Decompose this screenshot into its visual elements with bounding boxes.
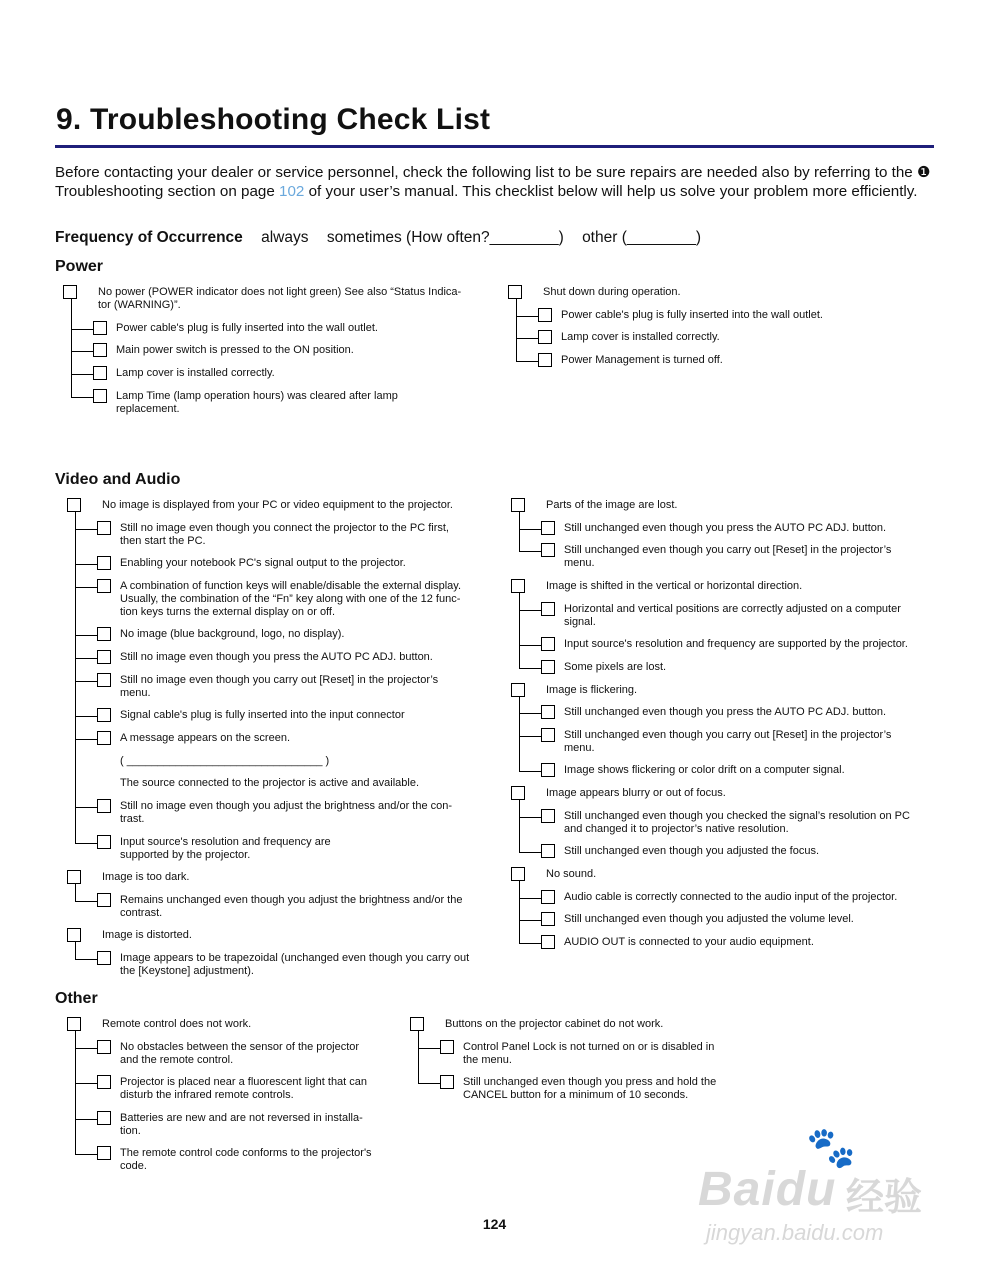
frequency-option: other (________) — [582, 229, 701, 246]
tree-trunk — [519, 593, 520, 668]
section-title-video-audio: Video and Audio — [55, 471, 181, 488]
check-item-label: Still no image even though you press the AUTO PC ADJ. button. — [120, 651, 433, 664]
tree-branch — [75, 807, 97, 808]
check-item-label: A combination of function keys will enable/disable the external display. Usually, the combination of the “Fn” key along with one of the 12 func- tion keys turns the external display on or off. — [120, 579, 461, 618]
tree-branch — [75, 1154, 97, 1155]
tree-trunk — [516, 299, 517, 361]
tree-branch — [519, 668, 541, 669]
checkbox[interactable] — [97, 708, 111, 722]
check-item-label: Input source's resolution and frequency are supported by the projector. — [120, 835, 331, 861]
checkbox[interactable] — [97, 1111, 111, 1125]
checkbox[interactable] — [67, 870, 81, 884]
check-item-label: No image (blue background, logo, no display). — [120, 628, 345, 641]
checkbox[interactable] — [97, 893, 111, 907]
tree-branch — [519, 736, 541, 737]
check-item-label: Still no image even though you adjust the brightness and/or the con- trast. — [120, 800, 453, 826]
check-item-label: Image shows flickering or color drift on a computer signal. — [564, 764, 845, 777]
title-rule — [55, 145, 934, 148]
checkbox[interactable] — [538, 330, 552, 344]
tree-branch — [75, 635, 97, 636]
checkbox[interactable] — [67, 1017, 81, 1031]
checkbox[interactable] — [97, 1040, 111, 1054]
tree-branch — [75, 843, 97, 844]
checkbox[interactable] — [97, 627, 111, 641]
checkbox[interactable] — [538, 353, 552, 367]
page-title: 9. Troubleshooting Check List — [56, 103, 491, 136]
tree-branch — [75, 681, 97, 682]
frequency-label: Frequency of Occurrence — [55, 229, 243, 246]
tree-branch — [519, 943, 541, 944]
checkbox[interactable] — [97, 799, 111, 813]
tree-trunk — [75, 512, 76, 843]
tree-branch — [519, 529, 541, 530]
check-item-label: Remains unchanged even though you adjust the brightness and/or the contrast. — [120, 893, 463, 919]
tree-branch — [75, 564, 97, 565]
checkbox[interactable] — [93, 343, 107, 357]
tree-branch — [418, 1083, 440, 1084]
checkbox[interactable] — [93, 321, 107, 335]
tree-trunk — [71, 299, 72, 397]
checkbox[interactable] — [97, 650, 111, 664]
issue-label: Image is flickering. — [546, 683, 638, 696]
tree-branch — [519, 713, 541, 714]
checkbox[interactable] — [67, 498, 81, 512]
section-title-power: Power — [55, 258, 104, 275]
checkbox[interactable] — [538, 308, 552, 322]
check-item-label: Still unchanged even though you checked the signal’s resolution on PC and changed it to projector’s native resolution. — [564, 809, 910, 835]
check-item-label: Signal cable's plug is fully inserted into the input connector — [120, 709, 405, 722]
frequency-option: sometimes (How often?________) — [326, 229, 564, 246]
tree-branch — [75, 959, 97, 960]
check-item-label: Still unchanged even though you press the AUTO PC ADJ. button. — [564, 521, 887, 534]
check-item-label: Power Management is turned off. — [561, 354, 723, 367]
check-item-label: Lamp cover is installed correctly. — [116, 366, 275, 379]
checkbox[interactable] — [508, 285, 522, 299]
tree-branch — [75, 587, 97, 588]
checkbox[interactable] — [541, 543, 555, 557]
check-item-label: Power cable's plug is fully inserted into the wall outlet. — [561, 308, 823, 321]
tree-branch — [519, 817, 541, 818]
check-item-label: Lamp cover is installed correctly. — [561, 331, 720, 344]
tree-branch — [75, 1119, 97, 1120]
checkbox[interactable] — [541, 602, 555, 616]
tree-branch — [519, 898, 541, 899]
check-item-label: Input source's resolution and frequency are supported by the projector. — [564, 638, 908, 651]
tree-branch — [519, 610, 541, 611]
issue-label: No image is displayed from your PC or video equipment to the projector. — [102, 499, 453, 511]
checkbox[interactable] — [93, 366, 107, 380]
checkbox[interactable] — [97, 731, 111, 745]
checkbox[interactable] — [97, 579, 111, 593]
issue-label: Shut down during operation. — [543, 286, 681, 298]
tree-branch — [516, 338, 538, 339]
check-item-label: Power cable's plug is fully inserted into the wall outlet. — [116, 321, 378, 334]
check-item-label: Still unchanged even though you press and hold the CANCEL button for a minimum of 10 seconds. — [463, 1076, 717, 1102]
check-item-label: Some pixels are lost. — [564, 660, 667, 673]
frequency-option: always — [261, 229, 309, 246]
checkbox[interactable] — [541, 763, 555, 777]
checkbox[interactable] — [97, 673, 111, 687]
check-item-label: Still unchanged even though you carry out [Reset] in the projector’s menu. — [564, 728, 892, 754]
page-link[interactable]: 102 — [279, 183, 305, 200]
tree-branch — [418, 1048, 440, 1049]
tree-trunk — [519, 512, 520, 551]
checkbox[interactable] — [63, 285, 77, 299]
tree-branch — [519, 920, 541, 921]
tree-trunk — [519, 800, 520, 852]
tree-branch — [75, 739, 97, 740]
tree-trunk — [75, 1031, 76, 1154]
page-number: 124 — [482, 1216, 507, 1232]
checkbox[interactable] — [541, 935, 555, 949]
checkbox[interactable] — [511, 498, 525, 512]
checkbox[interactable] — [97, 835, 111, 849]
intro-text-2: Troubleshooting section on page — [55, 183, 280, 200]
tree-branch — [519, 645, 541, 646]
tree-branch — [519, 852, 541, 853]
checkbox[interactable] — [97, 951, 111, 965]
checkbox[interactable] — [511, 683, 525, 697]
intro-text-3: of your user’s manual. This checklist below will help us solve your problem more efficiently. — [304, 183, 918, 200]
checkbox[interactable] — [541, 912, 555, 926]
tree-branch — [75, 658, 97, 659]
tree-branch — [519, 551, 541, 552]
tree-branch — [516, 316, 538, 317]
checkbox[interactable] — [97, 521, 111, 535]
tree-trunk — [519, 881, 520, 943]
tree-branch — [75, 529, 97, 530]
check-item-label: AUDIO OUT is connected to your audio equipment. — [564, 936, 814, 949]
watermark-cn: 经验 — [846, 1177, 923, 1219]
issue-label: Image is distorted. — [102, 929, 192, 942]
tree-branch — [71, 397, 93, 398]
watermark — [698, 1126, 938, 1244]
check-item-label: Still no image even though you connect the projector to the PC first, then start the PC. — [120, 521, 449, 547]
intro-text-1: Before contacting your dealer or service personnel, check the following list to be sure repairs are needed also by referring to the — [55, 164, 917, 181]
check-item-label: Image appears to be trapezoidal (unchanged even though you carry out the [Keystone] adjustment). — [120, 952, 470, 977]
tree-trunk — [75, 884, 76, 901]
checkbox[interactable] — [541, 890, 555, 904]
issue-label: No sound. — [546, 868, 597, 880]
checkbox[interactable] — [541, 809, 555, 823]
check-item-label: Audio cable is correctly connected to the audio input of the projector. — [564, 890, 898, 903]
checkbox[interactable] — [97, 1146, 111, 1160]
check-item-label: Enabling your notebook PC's signal output to the projector. — [120, 557, 406, 570]
checkbox[interactable] — [511, 579, 525, 593]
check-item-label: Still no image even though you carry out [Reset] in the projector’s menu. — [120, 673, 439, 699]
tree-branch — [75, 716, 97, 717]
check-item-label: A message appears on the screen. — [120, 732, 290, 744]
watermark-url: jingyan.baidu.com — [706, 1220, 884, 1245]
issue-label: Remote control does not work. — [102, 1018, 252, 1030]
tree-trunk — [418, 1031, 419, 1083]
check-item-label: No obstacles between the sensor of the projector and the remote control. — [120, 1040, 360, 1066]
check-item-label: Still unchanged even though you press the AUTO PC ADJ. button. — [564, 706, 887, 719]
checkbox[interactable] — [97, 556, 111, 570]
paw-icon: 🐾 — [806, 1126, 856, 1170]
checkbox[interactable] — [440, 1040, 454, 1054]
issue-label: Image appears blurry or out of focus. — [546, 787, 726, 800]
watermark-brand: Baidu — [698, 1163, 837, 1216]
tree-branch — [71, 329, 93, 330]
check-item-label: Still unchanged even though you adjusted the volume level. — [564, 913, 854, 926]
check-item-label: Projector is placed near a fluorescent light that can disturb the infrared remote controls. — [120, 1076, 368, 1102]
section-title-other: Other — [55, 990, 98, 1007]
checkbox[interactable] — [541, 705, 555, 719]
checkbox[interactable] — [440, 1075, 454, 1089]
check-item-label: Batteries are new and are not reversed in installa- tion. — [120, 1111, 363, 1137]
check-item-label: Horizontal and vertical positions are correctly adjusted on a computer signal. — [564, 602, 901, 628]
checkbox[interactable] — [67, 928, 81, 942]
checkbox[interactable] — [93, 389, 107, 403]
issue-label: Parts of the image are lost. — [546, 499, 678, 511]
checkbox[interactable] — [541, 844, 555, 858]
checkbox[interactable] — [541, 728, 555, 742]
tree-branch — [75, 1083, 97, 1084]
issue-label: No power (POWER indicator does not light green) See also “Status Indica- tor (WARNING)”. — [98, 286, 462, 311]
tree-trunk — [519, 697, 520, 772]
check-item-label: Lamp Time (lamp operation hours) was cleared after lamp replacement. — [116, 389, 398, 415]
check-item-label: Control Panel Lock is not turned on or is disabled in the menu. — [463, 1040, 715, 1066]
tree-branch — [71, 374, 93, 375]
issue-label: Buttons on the projector cabinet do not work. — [445, 1018, 664, 1030]
intro-paragraph — [55, 163, 935, 201]
frequency-row — [55, 229, 715, 247]
tree-trunk — [75, 942, 76, 959]
message-blank: ( ________________________________ ) — [120, 754, 330, 767]
message-note: The source connected to the projector is active and available. — [120, 777, 420, 790]
checkbox[interactable] — [511, 867, 525, 881]
check-item-label: Still unchanged even though you adjusted the focus. — [564, 845, 820, 858]
checkbox[interactable] — [541, 637, 555, 651]
checkbox[interactable] — [511, 786, 525, 800]
tree-branch — [519, 771, 541, 772]
tree-branch — [71, 351, 93, 352]
issue-label: Image is shifted in the vertical or horizontal direction. — [546, 579, 803, 592]
bullet-icon: ❶ — [916, 164, 931, 181]
tree-branch — [75, 1048, 97, 1049]
checkbox[interactable] — [541, 521, 555, 535]
tree-branch — [75, 901, 97, 902]
checkbox[interactable] — [410, 1017, 424, 1031]
issue-label: Image is too dark. — [102, 871, 190, 884]
check-item-label: The remote control code conforms to the projector's code. — [120, 1147, 372, 1173]
tree-branch — [516, 361, 538, 362]
checkbox[interactable] — [97, 1075, 111, 1089]
check-item-label: Main power switch is pressed to the ON position. — [116, 344, 354, 357]
check-item-label: Still unchanged even though you carry out [Reset] in the projector’s menu. — [564, 544, 892, 570]
checkbox[interactable] — [541, 660, 555, 674]
